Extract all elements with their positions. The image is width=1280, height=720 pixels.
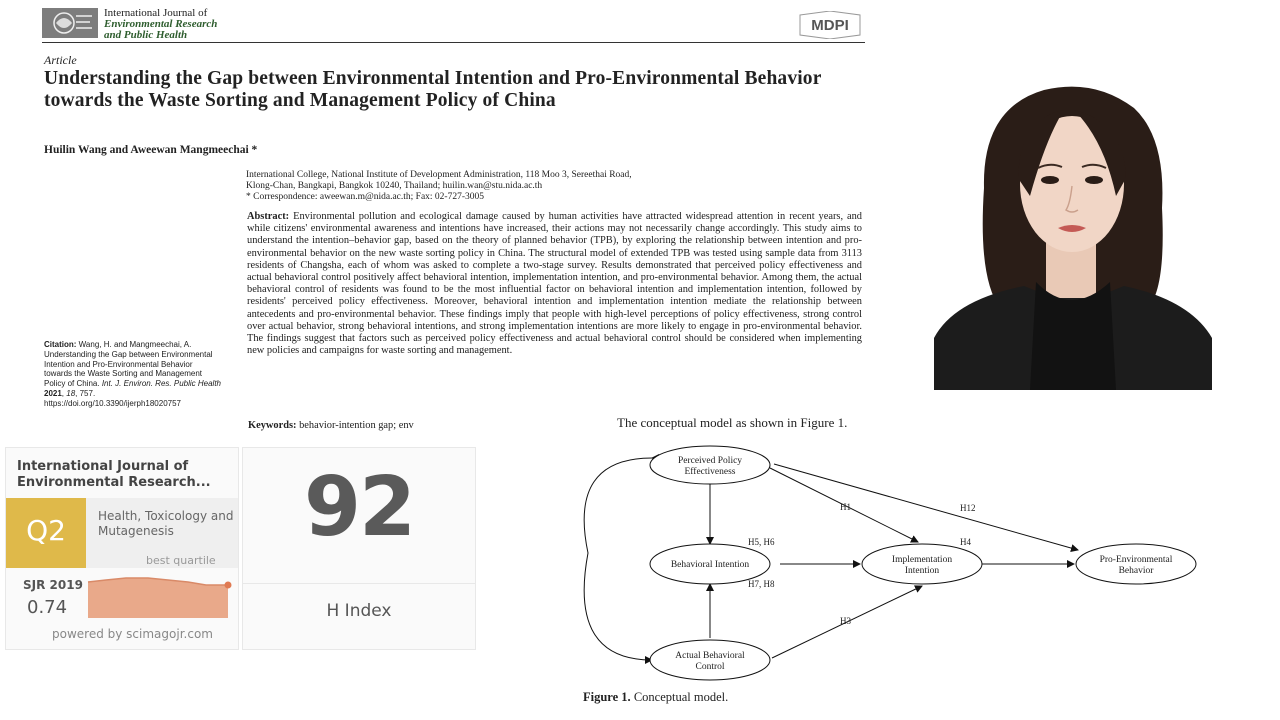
- abstract-label: Abstract:: [247, 211, 290, 222]
- edge-label-h4: H4: [960, 537, 971, 547]
- header-rule: [42, 42, 865, 43]
- author-photo: [934, 68, 1212, 390]
- figure-caption-label: Figure 1.: [583, 690, 631, 704]
- node-abc-label-1: Actual Behavioral: [675, 651, 745, 661]
- edge-label-h12: H12: [960, 503, 976, 513]
- edge-ppe-abc-correlation: [584, 458, 652, 660]
- citation-volume: 18: [66, 388, 76, 398]
- correspondence: * Correspondence: aweewan.m@nida.ac.th; Fax: 02-727-3005: [246, 192, 485, 202]
- keywords-text: behavior-intention gap; env: [299, 420, 414, 431]
- article-title: Understanding the Gap between Environmental Intention and Pro-Environmental Behavior towards the Waste Sorting and Management Policy of China: [44, 68, 822, 111]
- h-index-value: 92: [303, 460, 415, 555]
- mdpi-logo: [796, 11, 864, 39]
- journal-name-line3: and Public Health: [104, 29, 188, 41]
- figure-intro-text: The conceptual model as shown in Figure 1.: [617, 415, 848, 430]
- powered-by-link[interactable]: powered by scimagojr.com: [52, 627, 213, 641]
- node-ii-label-2: Intention: [904, 566, 940, 576]
- edge-label-h1: H1: [840, 502, 851, 512]
- edge-label-h3: H3: [840, 616, 851, 626]
- sjr-trend-point: [225, 582, 232, 589]
- edge-ppe-peb: [774, 464, 1078, 550]
- edge-label-h5-h6: H5, H6: [748, 537, 775, 547]
- sjr-trend-area: [88, 578, 228, 618]
- category-label: Health, Toxicology and Mutagenesis: [98, 509, 234, 538]
- journal-name: [104, 8, 217, 41]
- affiliation: [246, 170, 806, 203]
- node-bi-label: Behavioral Intention: [670, 560, 750, 570]
- node-peb-label-1: Pro-Environmental: [1099, 555, 1173, 565]
- edge-label-h7-h8: H7, H8: [748, 579, 775, 589]
- affiliation-line1: International College, National Institute of Development Administration, 118 Moo 3, Sereethai Road,: [246, 170, 632, 180]
- article-type: Article: [44, 53, 77, 67]
- node-ppe-label-2: Effectiveness: [684, 467, 736, 477]
- affiliation-line2: Klong-Chan, Bangkapi, Bangkok 10240, Thailand; huilin.wan@stu.nida.ac.th: [246, 181, 543, 191]
- scimago-card[interactable]: [5, 447, 239, 650]
- h-index-card: [242, 447, 476, 650]
- journal-logo: [42, 8, 98, 38]
- sjr-value: 0.74: [27, 597, 68, 618]
- citation-pages: , 757. https://doi.org/10.3390/ijerph18020757: [44, 388, 181, 408]
- quartile-label: Q2: [26, 514, 66, 547]
- citation-year: 2021: [44, 388, 62, 398]
- keywords-label: Keywords:: [248, 420, 297, 431]
- node-abc-label-2: Control: [695, 662, 725, 672]
- journal-name-line1: International Journal of: [104, 7, 208, 19]
- abstract: [247, 211, 862, 357]
- h-index-divider: [243, 583, 475, 584]
- node-ppe-label-1: Perceived Policy: [677, 456, 743, 466]
- figure-caption-text: Conceptual model.: [633, 690, 729, 704]
- figure-caption: [583, 690, 728, 705]
- citation-label: Citation:: [44, 340, 77, 349]
- h-index-label: H Index: [326, 601, 392, 621]
- journal-name-line2: Environmental Research: [104, 18, 218, 30]
- scimago-journal-title: International Journal of Environmental Research...: [17, 459, 211, 490]
- quartile-note: best quartile: [146, 554, 216, 567]
- node-ii-label-1: Implementation: [891, 555, 953, 565]
- node-peb-label-2: Behavior: [1118, 566, 1154, 576]
- citation-journal: Int. J. Environ. Res. Public Health: [101, 379, 221, 389]
- citation: Citation: Wang, H. and Mangmeechai, A. Understanding the Gap between Environmental Intention and Pro-Environmental Behavior towards the Waste Sorting and Management Policy of China. Int. J. Environ. Res. Public Health 2021, 18, 757. https://doi.org/10.3390/ijerph18020757: [44, 340, 221, 408]
- keywords: [248, 420, 414, 431]
- publisher-name: MDPI: [811, 17, 849, 34]
- conceptual-model-diagram: [578, 438, 1218, 688]
- authors: Huilin Wang and Aweewan Mangmeechai *: [44, 144, 258, 156]
- sjr-trend-chart: [86, 576, 234, 620]
- abstract-text: Environmental pollution and ecological damage caused by human activities have attracted widespread attention in recent years, and while citizens' environmental awareness and intentions have increased, their actions may not necessarily change accordingly. This study aims to understand the intention–behavior gap, based on the theory of planned behavior (TPB), by exploring the relationship between intention and pro-environmental behavior on the new waste sorting policy in China. The structural model of extended TPB was tested using sample data from 3113 residents of Changsha, each of whom was asked to complete a two-stage survey. Results demonstrated that perceived policy effectiveness and actual behavioral control positively affect behavioral intention, implementation intention, and pro-environmental behavior. Among them, the actual behavioral control of residents was found to be the most influential factor on behavioral intention and implementation intention, followed by residents' perceived policy effectiveness. Moreover, behavioral intention and implementation intention mediate the relationship between antecedents and pro-environmental behavior. These findings imply that people with high-level perceptions of policy effectiveness, strong control over actual behavior, strong behavioral intentions, and strong implementation intentions are more likely to engage in pro-environmental behavior. The findings suggest that factors such as perceived policy effectiveness and actual behavioral control should be considered when implementing new policies and campaigns for waste sorting and management.: [247, 211, 862, 357]
- citation-text: Wang, H. and Mangmeechai, A. Understanding the Gap between Environmental Intention and Pro-Environmental Behavior towards the Waste Sorting and Management Policy of China.: [44, 340, 213, 389]
- sjr-year-label: SJR 2019: [23, 578, 83, 592]
